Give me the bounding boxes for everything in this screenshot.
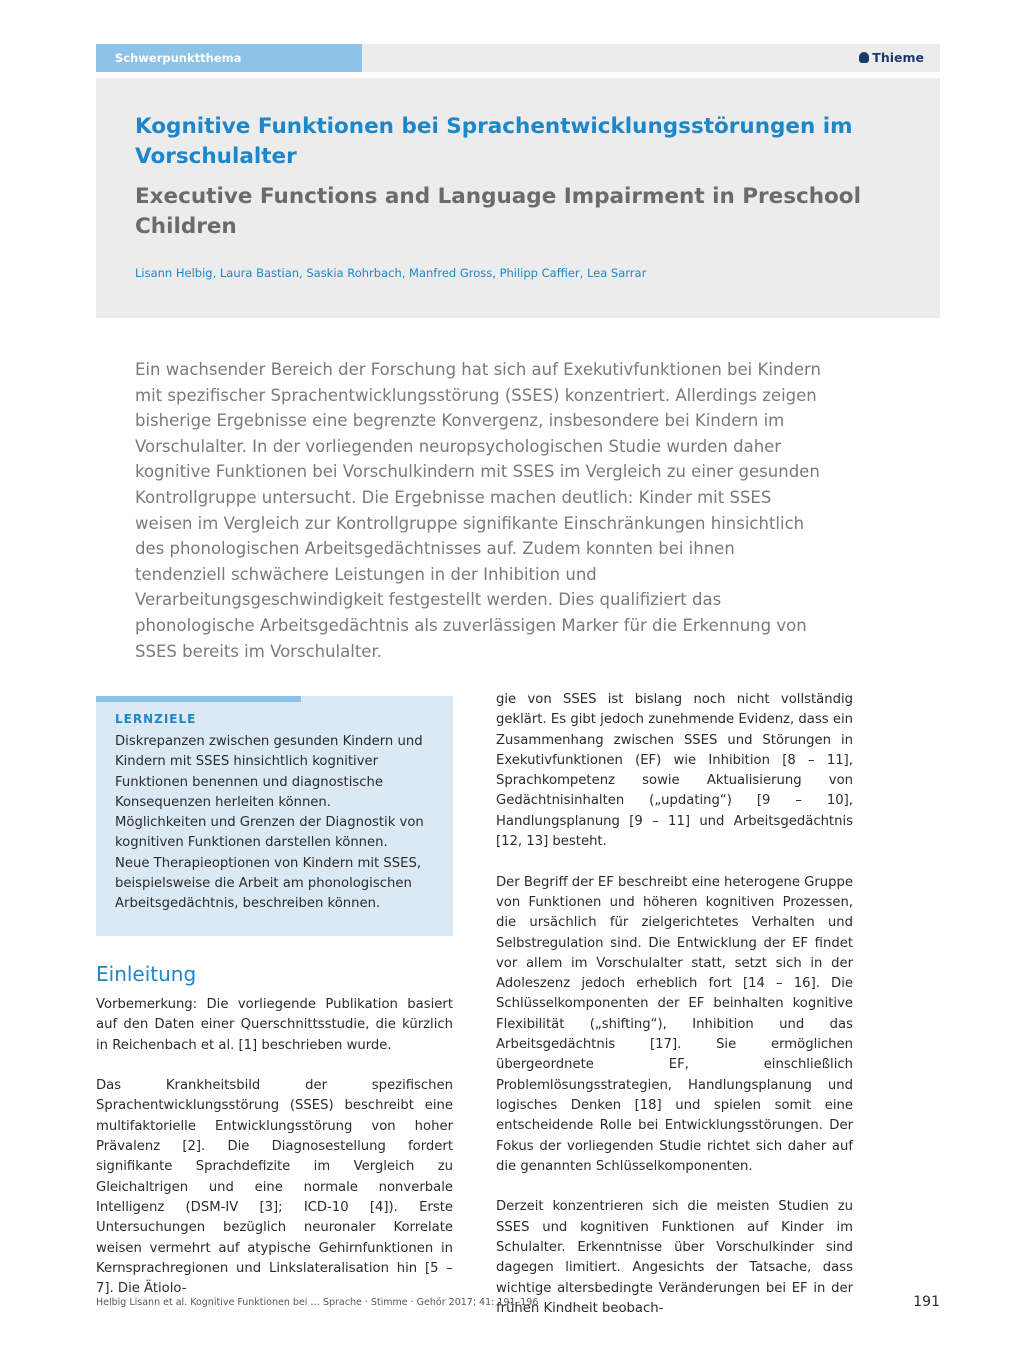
top-bar	[96, 44, 940, 72]
body-column-right	[496, 690, 853, 1340]
body-paragraph: Derzeit konzentrieren sich die meisten Studien zu SSES und kognitiven Funktionen auf Kinder im Schulalter. Erkenntnisse über Vorschulkinder sind dagegen limitiert. Angesichts der Tatsache, dass wichtige altersbedingte Veränderungen bei EF in der frühen Kindheit beobach-	[496, 1199, 853, 1316]
author-list: Lisann Helbig, Laura Bastian, Saskia Rohrbach, Manfred Gross, Philipp Caffier, Lea Sarrar	[135, 266, 647, 280]
section-heading-einleitung: Einleitung	[96, 962, 197, 986]
article-title-english: Executive Functions and Language Impairment in Preschool Children	[135, 184, 861, 239]
publisher-name: Thieme	[872, 50, 924, 65]
learning-objectives-title: LERNZIELE	[115, 712, 197, 726]
learning-objectives-box	[96, 696, 453, 936]
abstract: Ein wachsender Bereich der Forschung hat sich auf Exekutivfunktionen bei Kindern mit spezifischer Sprachentwicklungsstörung (SSES) konzentriert. Allerdings zeigen bisherige Ergebnisse eine begrenzte Konvergenz, insbesondere bei Kindern im Vorschulalter. In der vorliegenden neuropsychologischen Studie wurden daher kognitive Funktionen bei Vorschulkindern mit SSES im Vergleich zu einer gesunden Kontrollgruppe untersucht. Die Ergebnisse machen deutlich: Kinder mit SSES weisen im Vergleich zur Kontrollgruppe signifikante Einschränkungen hinsichtlich des phonologischen Arbeitsgedächtnisses auf. Zudem konnten bei ihnen tendenziell schwächere Leistungen in der Inhibition und Verarbeitungsgeschwindigkeit festgestellt werden. Dies qualifiziert das phonologische Arbeitsgedächtnis als zuverlässigen Marker für die Erkennung von SSES bereits im Vorschulalter.	[135, 360, 821, 661]
article-title-german: Kognitive Funktionen bei Sprachentwicklungsstörungen im Vorschulalter	[135, 114, 853, 169]
article-header	[96, 78, 940, 318]
accent-bar	[96, 696, 301, 702]
section-tag: Schwerpunktthema	[96, 44, 362, 72]
body-paragraph: Das Krankheitsbild der spezifischen Sprachentwicklungsstörung (SSES) beschreibt eine multifaktorielle Entwicklungsstörung von hoher Prävalenz [2]. Die Diagnosestellung fordert signifikante Sprachdefizite im Vergleich zu Gleichaltrigen und eine normale nonverbale Intelligenz (DSM-IV [3]; ICD-10 [4]). Erste Untersuchungen bezüglich neuronaler Korrelate weisen vermehrt auf atypische Gehirnfunktionen in Kernsprachregionen und Linkslateralisation hin [5 – 7]. Die Ätiolo-	[96, 1078, 453, 1297]
body-column-left	[96, 995, 453, 1320]
body-paragraph: Vorbemerkung: Die vorliegende Publikation basiert auf den Daten einer Querschnittsstudie, die kürzlich in Reichenbach et al. [1] beschrieben wurde.	[96, 997, 453, 1053]
body-paragraph: Der Begriff der EF beschreibt eine heterogene Gruppe von Funktionen und höheren kognitiven Prozessen, die ursächlich für zielgerichtetes Verhalten und Selbstregulation sind. Die Entwicklung der EF findet vor allem im Vorschulalter statt, setzt sich in der Adoleszenz jedoch erheblich fort [14 – 16]. Die Schlüsselkomponenten der EF beinhalten kognitive Flexibilität („shifting“), Inhibition und das Arbeitsgedächtnis [17]. Sie ermöglichen übergeordnete EF, einschließlich Problemlösungsstrategien, Handlungsplanung und logisches Denken [18] und spielen somit eine entscheidende Rolle bei Entwicklungsstörungen. Der Fokus der vorliegenden Studie richtet sich daher auf die genannten Schlüsselkomponenten.	[496, 874, 853, 1174]
learning-objective-item: Möglichkeiten und Grenzen der Diagnostik von kognitiven Funktionen darstellen können.	[115, 815, 424, 851]
body-paragraph: gie von SSES ist bislang noch nicht vollständig geklärt. Es gibt jedoch zunehmende Evidenz, dass ein Zusammenhang zwischen SSES und Störungen in Exekutivfunktionen (EF) wie Inhibition [8 – 11], Sprachkompetenz sowie Aktualisierung von Gedächtnisinhalten („updating“) [9 – 10], Handlungsplanung [9 – 11] und Arbeitsgedächtnis [12, 13] besteht.	[496, 692, 853, 850]
publisher-logo	[859, 44, 924, 72]
learning-objective-item: Neue Therapieoptionen von Kindern mit SSES, beispielsweise die Arbeit am phonologischen Arbeitsgedächtnis, beschreiben können.	[115, 855, 422, 912]
shield-icon	[859, 52, 869, 63]
learning-objective-item: Diskrepanzen zwischen gesunden Kindern und Kindern mit SSES hinsichtlich kognitiver Funktionen benennen und diagnostische Konsequenzen herleiten können.	[115, 734, 423, 810]
footer-citation: Helbig Lisann et al. Kognitive Funktionen bei … Sprache · Stimme · Gehör 2017; 41: 191–196	[96, 1297, 539, 1308]
learning-objectives-list	[115, 732, 435, 915]
page-number: 191	[913, 1294, 940, 1310]
